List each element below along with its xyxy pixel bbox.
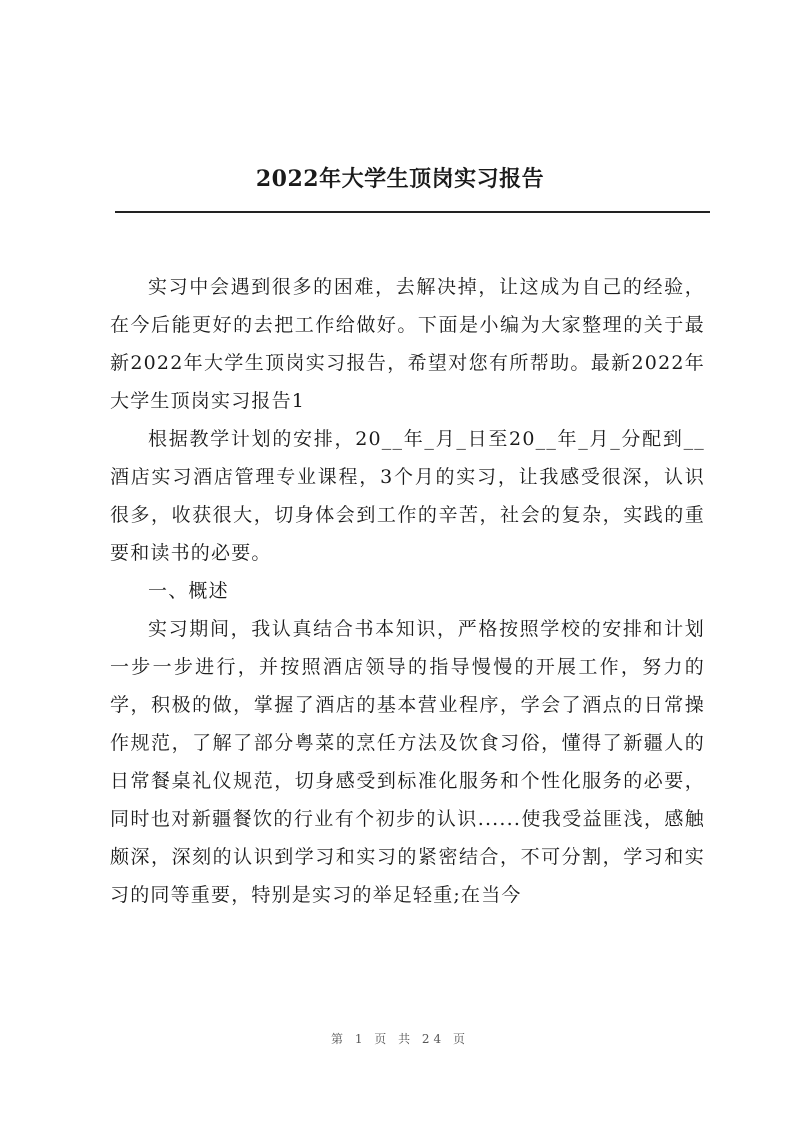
page-number-footer: 第 1 页 共 24 页: [331, 1032, 469, 1046]
section-heading-overview: 一、概述: [148, 580, 229, 602]
document-title: 2022年大学生顶岗实习报告: [255, 166, 545, 192]
paragraph-overview: 实习期间，我认真结合书本知识，严格按照学校的安排和计划一步一步进行，并按照酒店领导的指导慢慢的开展工作，努力的学，积极的做，掌握了酒店的基本营业程序，学会了酒点的日常操作规范，了解了部分粤菜的烹任方法及饮食习俗，懂得了新疆人的日常餐桌礼仪规范，切身感受到标准化服务和个性化服务的必要，同时也对新疆餐饮的行业有个初步的认识......使我受益匪浅，感触颇深，深刻的认识到学习和实习的紧密结合，不可分割，学习和实习的同等重要，特别是实习的举足轻重;在当今: [110, 618, 705, 906]
paragraph-intro: 实习中会遇到很多的困难，去解决掉，让这成为自己的经验，在今后能更好的去把工作给做好。下面是小编为大家整理的关于最新2022年大学生顶岗实习报告，希望对您有所帮助。最新2022年大学生顶岗实习报告1: [110, 276, 705, 412]
document-body: [110, 268, 705, 914]
title-divider: [115, 211, 710, 213]
paragraph-arrangement: 根据教学计划的安排，20__年_月_日至20__年_月_分配到__酒店实习酒店管理专业课程，3个月的实习，让我感受很深，认识很多，收获很大，切身体会到工作的辛苦，社会的复杂，实践的重要和读书的必要。: [110, 428, 705, 564]
